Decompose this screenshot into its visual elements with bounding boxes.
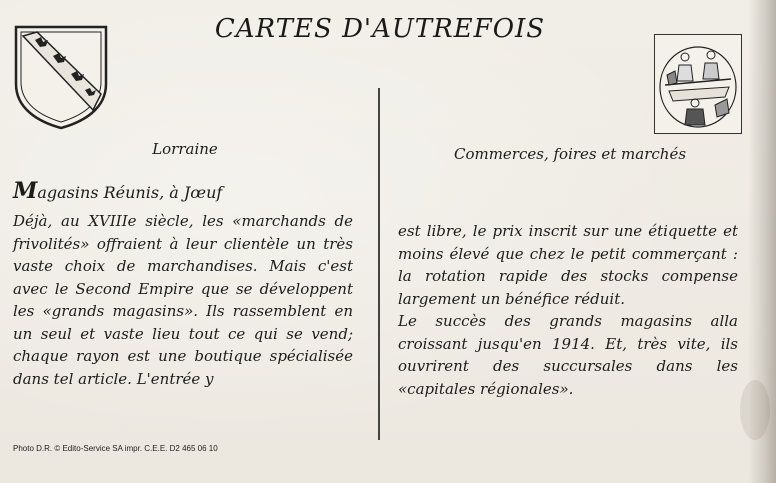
theme-label: Commerces, foires et marchés (453, 145, 687, 163)
region-label: Lorraine (152, 140, 218, 158)
subject-heading (13, 178, 353, 204)
right-column-text (398, 220, 738, 400)
subject-initial: M (13, 178, 38, 204)
right-paragraph-2: Le succès des grands magasins alla croissant jusqu'en 1914. Et, très vite, ils ouvrirent des succursales dans les «capitales régionales». (398, 312, 738, 398)
market-scene-illustration-icon (654, 34, 742, 134)
column-divider (378, 88, 380, 440)
subject-rest: agasins Réunis, à Jœuf (37, 183, 223, 202)
right-paragraph-1: est libre, le prix inscrit sur une étiquette et moins élevé que chez le petit commerçant : la rotation rapide des stocks compense largement un bénéfice réduit. (398, 222, 738, 308)
series-title: CARTES D'AUTREFOIS (214, 14, 546, 44)
lorraine-coat-of-arms-icon (13, 24, 109, 130)
paper-stain (740, 380, 770, 440)
left-paragraph: Déjà, au XVIIIe siècle, les «marchands de frivolités» offraient à leur clientèle un très vaste choix de marchandises. Mais c'est avec le Second Empire que se développent les «grands magasins». Ils rassemblent en un seul et vaste lieu tout ce qui se vend; chaque rayon est une boutique spécialisée dans tel article. L'entrée y (13, 212, 353, 388)
left-column-text (13, 210, 353, 390)
photo-credit: Photo D.R. © Edito-Service SA impr. C.E.E. D2 465 06 10 (13, 444, 218, 453)
